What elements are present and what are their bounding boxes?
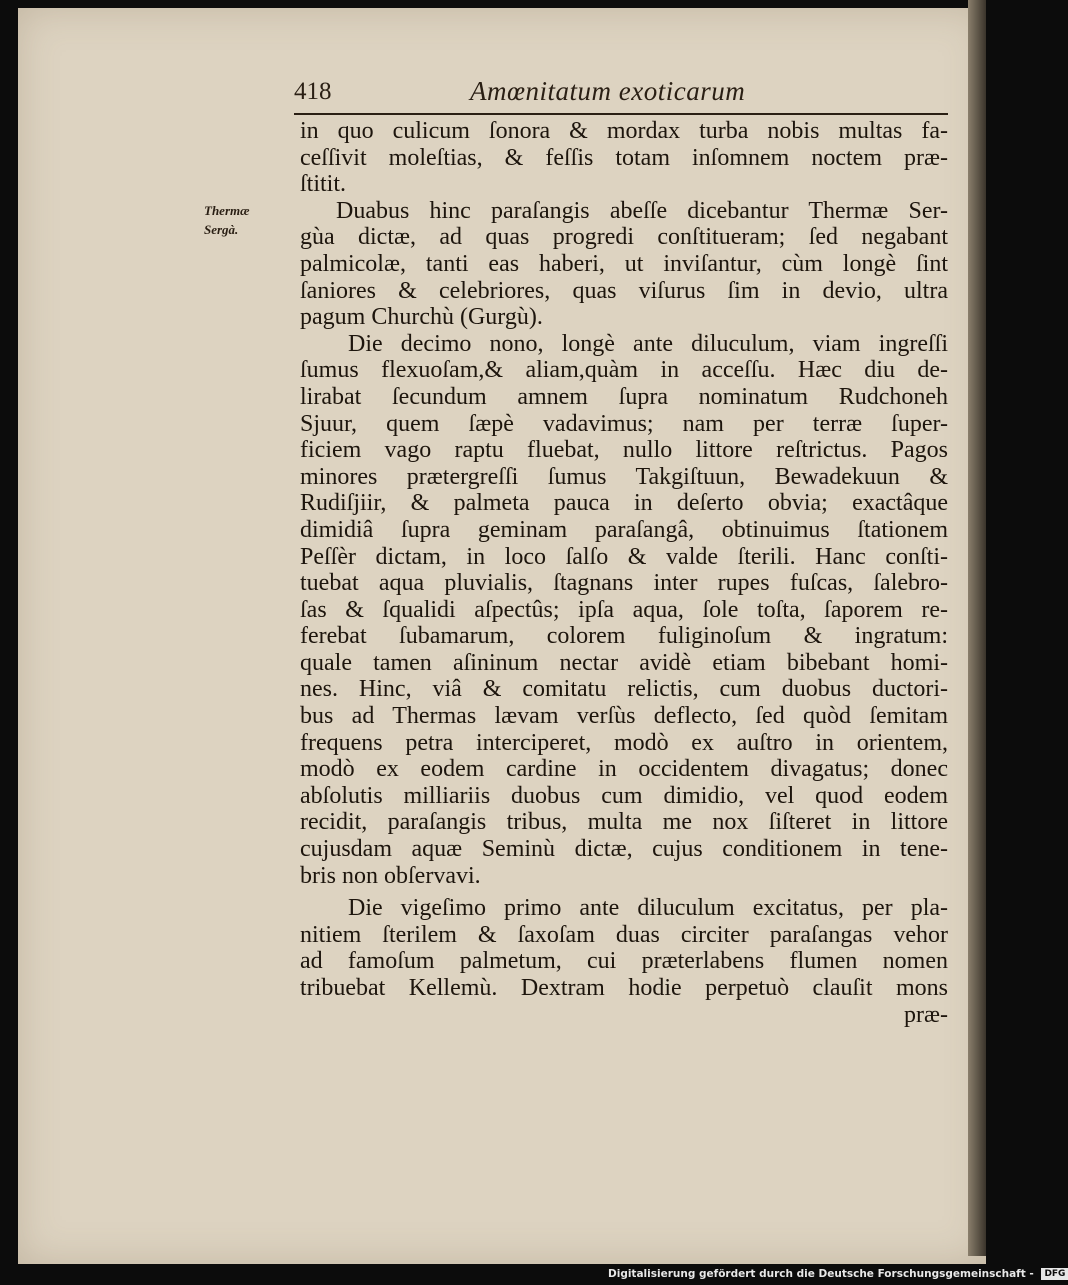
text-line: recidit, paraſangis tribus, multa me nox ſiſteret in littore bbox=[300, 809, 948, 836]
text-line: tribuebat Kellemù. Dextram hodie perpetuò clauſit mons bbox=[300, 975, 948, 1001]
text-line: Die decimo nono, longè ante diluculum, viam ingreſſi bbox=[348, 330, 948, 357]
text-line: Duabus hinc paraſangis abeſſe dicebantur Thermæ Ser- bbox=[336, 197, 948, 224]
credit-text: Digitalisierung gefördert durch die Deutsche Forschungsgemeinschaft - bbox=[608, 1268, 1034, 1280]
text-line: Die vigeſimo primo ante diluculum excitatus, per pla- bbox=[348, 895, 948, 922]
text-line: quale tamen aſininum nectar avidè etiam bibebant homi- bbox=[300, 649, 948, 676]
text-line: bris non obſervavi. bbox=[300, 862, 481, 889]
text-line: ad famoſum palmetum, cui præterlabens flumen nomen bbox=[300, 948, 948, 975]
catchword: præ- bbox=[904, 1001, 948, 1028]
text-line: nes. Hinc, viâ & comitatu relictis, cum duobus ductori- bbox=[300, 676, 948, 703]
text-line: frequens petra interciperet, modò ex auſtro in orientem, bbox=[300, 729, 948, 756]
digitization-credit bbox=[608, 1268, 1066, 1282]
text-line: tuebat aqua pluvialis, ſtagnans inter rupes fuſcas, ſalebro- bbox=[300, 570, 948, 597]
text-line: gùa dictæ, ad quas progredi conſtitueram; ſed negabant bbox=[300, 224, 948, 251]
text-line: ferebat ſubamarum, colorem fuliginoſum & ingratum: bbox=[300, 623, 948, 650]
text-line: dimidiâ ſupra geminam paraſangâ, obtinuimus ſtationem bbox=[300, 516, 948, 543]
margin-note bbox=[204, 201, 274, 239]
margin-note-line: Thermæ bbox=[204, 203, 250, 218]
text-line: in quo culicum ſonora & mordax turba nobis multas fa- bbox=[300, 118, 948, 144]
text-line: ſumus flexuoſam,& aliam,quàm in acceſſu. Hæc diu de- bbox=[300, 357, 948, 384]
text-line: nitiem ſterilem & ſaxoſam duas circiter paraſangas vehor bbox=[300, 921, 948, 948]
text-line: cujusdam aquæ Seminù dictæ, cujus conditionem in tene- bbox=[300, 836, 948, 863]
text-line: pagum Churchù (Gurgù). bbox=[300, 304, 543, 331]
text-line: Rudiſjiir, & palmeta pauca in deſerto obvia; exactâque bbox=[300, 490, 948, 517]
header-rule bbox=[294, 113, 948, 115]
page-header bbox=[294, 76, 948, 112]
text-line: Peſſèr dictam, in loco ſalſo & valde ſterili. Hanc conſti- bbox=[300, 543, 948, 570]
text-line: ſas & ſqualidi aſpectûs; ipſa aqua, ſole toſta, ſaporem re- bbox=[300, 596, 948, 623]
text-line: palmicolæ, tanti eas haberi, ut inviſantur, cùm longè ſint bbox=[300, 250, 948, 277]
text-line: lirabat ſecundum amnem ſupra nominatum Rudchoneh bbox=[300, 383, 948, 410]
text-line: ficiem vago raptu fluebat, nullo littore reſtrictus. Pagos bbox=[300, 437, 948, 464]
text-line: ſaniores & celebriores, quas viſurus ſim in devio, ultra bbox=[300, 277, 948, 304]
page-number: 418 bbox=[294, 78, 332, 105]
margin-note-line: Sergà. bbox=[204, 222, 239, 237]
text-line: Sjuur, quem ſæpè vadavimus; nam per terræ ſuper- bbox=[300, 410, 948, 437]
text-line: abſolutis milliariis duobus cum dimidio, vel quod eodem bbox=[300, 782, 948, 809]
text-line: minores prætergreſſi ſumus Takgiſtuun, Bewadekuun & bbox=[300, 463, 948, 490]
text-line: ceſſivit moleſtias, & feſſis totam inſomnem noctem præ- bbox=[300, 144, 948, 171]
body-text bbox=[300, 118, 948, 1028]
dfg-logo: DFG bbox=[1041, 1268, 1068, 1280]
text-line: ſtitit. bbox=[300, 171, 347, 198]
page-gutter-edge bbox=[968, 0, 986, 1256]
running-title: Amœnitatum exoticarum bbox=[470, 76, 746, 106]
text-line: bus ad Thermas lævam verſùs deflecto, ſed quòd ſemitam bbox=[300, 703, 948, 730]
text-line: modò ex eodem cardine in occidentem divagatus; donec bbox=[300, 756, 948, 783]
